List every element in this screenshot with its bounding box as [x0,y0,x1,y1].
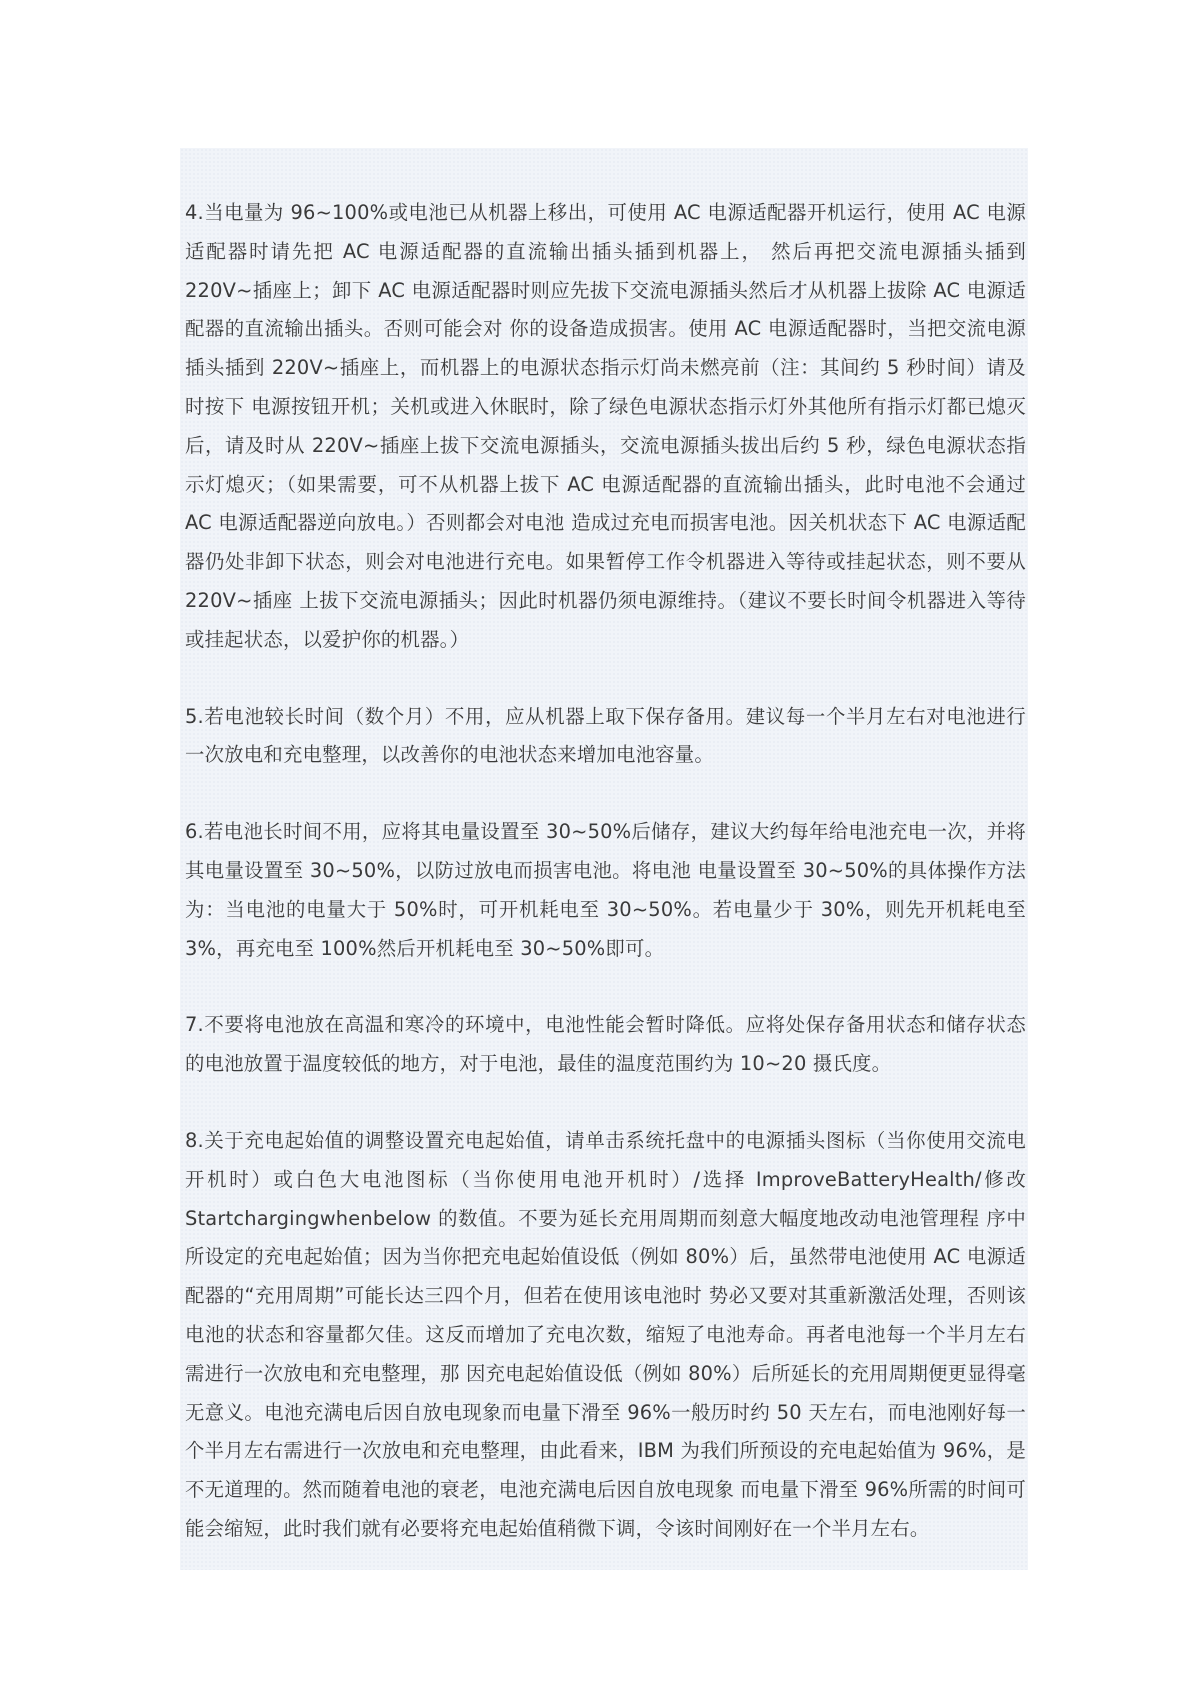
paragraph-5: 5.若电池较长时间（数个月）不用，应从机器上取下保存备用。建议每一个半月左右对电池进行一次放电和充电整理，以改善你的电池状态来增加电池容量。 [185,704,1026,767]
paragraph-6: 6.若电池长时间不用，应将其电量设置至 30~50%后储存，建议大约每年给电池充电一次，并将其电量设置至 30~50%，以防过放电而损害电池。将电池 电量设置至 30~50%的具体操作方法为：当电池的电量大于 50%时，可开机耗电至 30~50%。若电量少于 30%，则先开机耗电至 3%，再充电至 100%然后开机耗电至 30~50%即可。 [185,820,1026,960]
paragraph-4: 4.当电量为 96~100%或电池已从机器上移出，可使用 AC 电源适配器开机运行，使用 AC 电源适配器时请先把 AC 电源适配器的直流输出插头插到机器上， 然后再把交流电源插头插到 220V~插座上；卸下 AC 电源适配器时则应先拔下交流电源插头然后才从机器上拔除 AC 电源适配器的直流输出插头。否则可能会对 你的设备造成损害。使用 AC 电源适配器时，当把交流电源插头插到 220V~插座上，而机器上的电源状态指示灯尚未燃亮前（注：其间约 5 秒时间）请及时按下 电源按钮开机；关机或进入休眠时，除了绿色电源状态指示灯外其他所有指示灯都已熄灭后，请及时从 220V~插座上拔下交流电源插头，交流电源插头拔出后约 5 秒，绿色电源状态指示灯熄灭；（如果需要，可不从机器上拔下 AC 电源适配器的直流输出插头，此时电池不会通过 AC 电源适配器逆向放电。）否则都会对电池 造成过充电而损害电池。因关机状态下 AC 电源适配器仍处非卸下状态，则会对电池进行充电。如果暂停工作令机器进入等待或挂起状态，则不要从 220V~插座 上拔下交流电源插头；因此时机器仍须电源维持。（建议不要长时间令机器进入等待或挂起状态，以爱护你的机器。） [185,201,1026,651]
paragraph-8: 8.关于充电起始值的调整设置充电起始值，请单击系统托盘中的电源插头图标（当你使用交流电开机时）或白色大电池图标（当你使用电池开机时）/选择 ImproveBatteryHealth/修改 Startchargingwhenbelow 的数值。不要为延长充用周期而刻意大幅度地改动电池管理程 序中所设定的充电起始值；因为当你把充电起始值设低（例如 80%）后，虽然带电池使用 AC 电源适配器的“充用周期”可能长达三四个月，但若在使用该电池时 势必又要对其重新激活处理，否则该电池的状态和容量都欠佳。这反而增加了充电次数，缩短了电池寿命。再者电池每一个半月左右需进行一次放电和充电整理，那 因充电起始值设低（例如 80%）后所延长的充用周期便更显得毫无意义。电池充满电后因自放电现象而电量下滑至 96%一般历时约 50 天左右，而电池刚好每一 个半月左右需进行一次放电和充电整理，由此看来，IBM 为我们所预设的充电起始值为 96%，是不无道理的。然而随着电池的衰老，电池充满电后因自放电现象 而电量下滑至 96%所需的时间可能会缩短，此时我们就有必要将充电起始值稍微下调，令该时间刚好在一个半月左右。 [185,1128,1026,1540]
document-content-box [180,148,1028,1570]
paragraph-7: 7.不要将电池放在高温和寒冷的环境中，电池性能会暂时降低。应将处保存备用状态和储存状态的电池放置于温度较低的地方，对于电池，最佳的温度范围约为 10~20 摄氏度。 [185,1013,1026,1076]
